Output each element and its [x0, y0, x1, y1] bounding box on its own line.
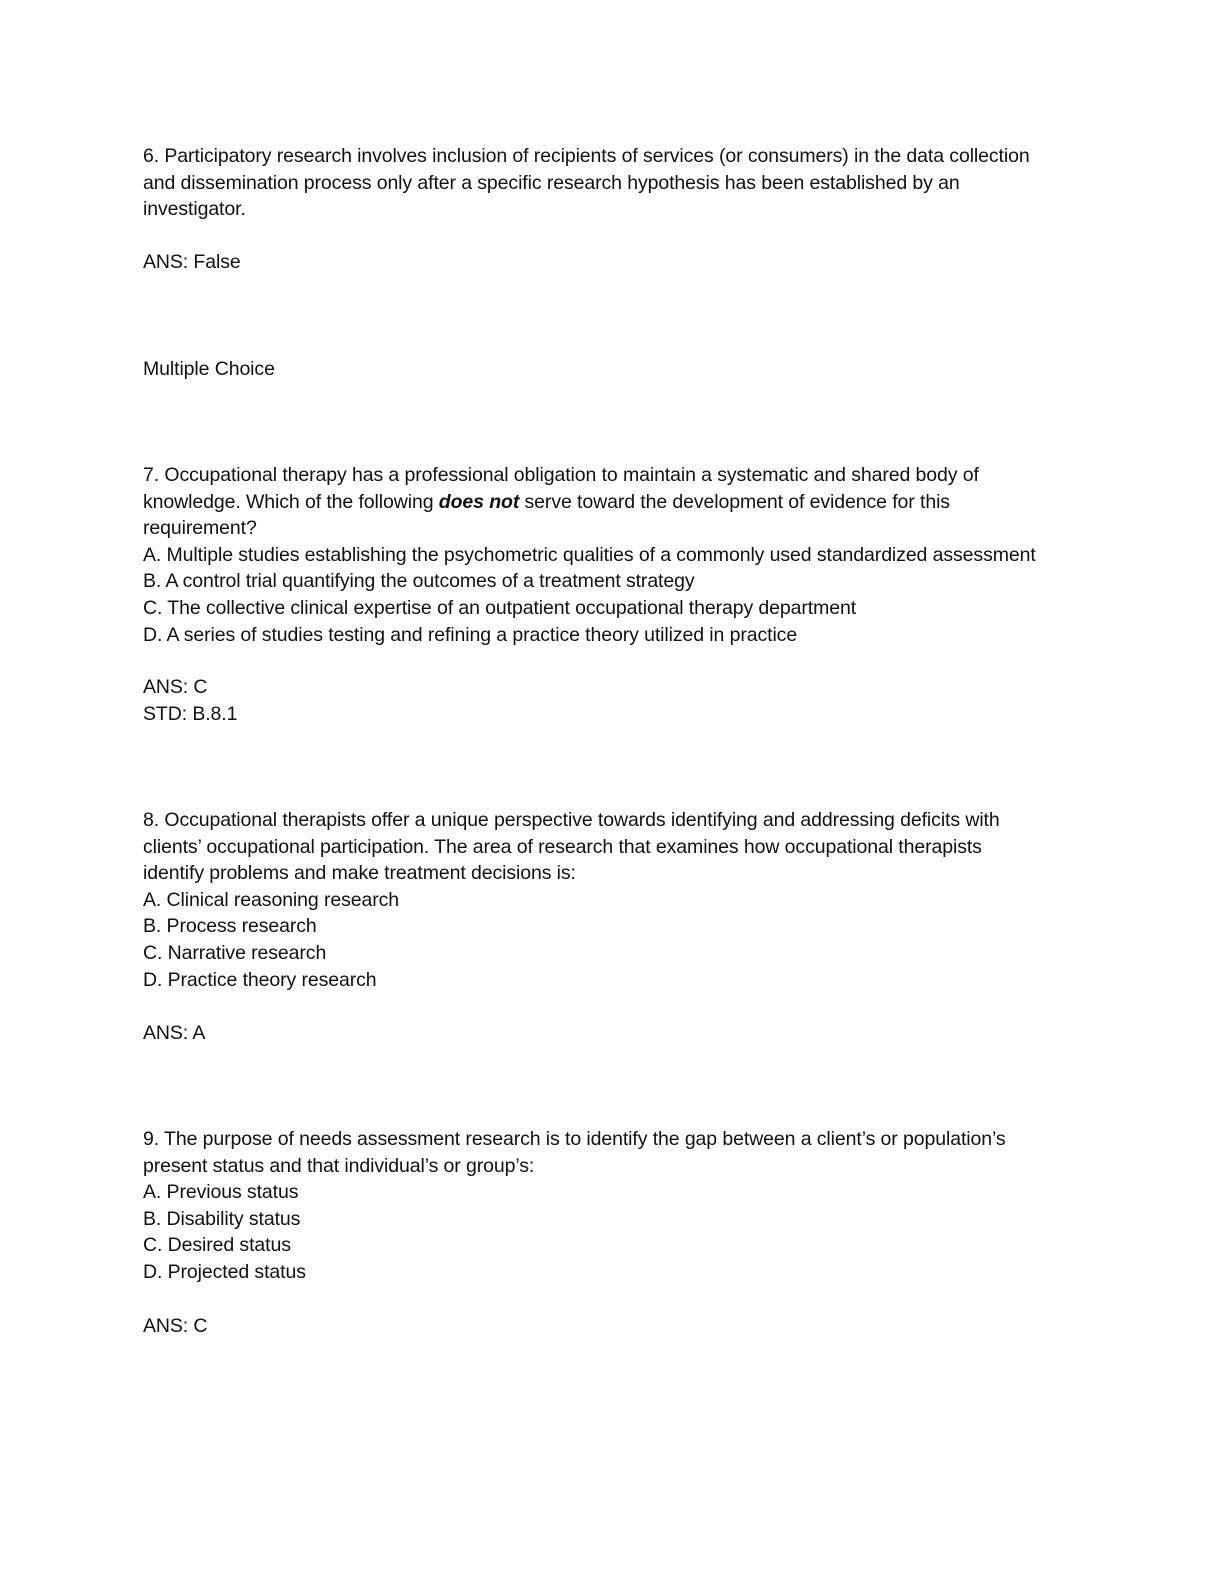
- question-9-answer-block: [143, 1313, 1093, 1340]
- question-7-answer: ANS: C: [143, 676, 208, 698]
- question-6-line-3: investigator.: [143, 198, 246, 221]
- question-9-option-b: B. Disability status: [143, 1207, 301, 1230]
- question-7-line-3: requirement?: [143, 517, 257, 540]
- question-7-line-2-end: serve toward the development of evidence for this: [519, 490, 950, 513]
- question-7: [143, 462, 1093, 648]
- question-9-line-2: present status and that individual’s or group’s:: [143, 1154, 535, 1177]
- question-8-answer: ANS: A: [143, 1022, 206, 1044]
- question-7-option-a: A. Multiple studies establishing the psychometric qualities of a commonly used standardized assessment: [143, 543, 1036, 566]
- question-9-option-c: C. Desired status: [143, 1234, 291, 1257]
- question-9-option-a: A. Previous status: [143, 1181, 299, 1204]
- question-7-option-b: B. A control trial quantifying the outcomes of a treatment strategy: [143, 570, 695, 593]
- question-6-line-1: 6. Participatory research involves inclusion of recipients of services (or consumers) in the data collection: [143, 145, 1030, 167]
- question-8-line-2: clients’ occupational participation. The area of research that examines how occupational therapists: [143, 835, 982, 858]
- question-7-option-c: C. The collective clinical expertise of an outpatient occupational therapy department: [143, 596, 857, 619]
- question-8-option-c: C. Narrative research: [143, 941, 327, 964]
- question-8-option-a: A. Clinical reasoning research: [143, 888, 400, 911]
- question-8-line-1: 8. Occupational therapists offer a unique perspective towards identifying and addressing deficits with: [143, 809, 1000, 831]
- question-7-standard: STD: B.8.1: [143, 702, 238, 725]
- question-7-line-2-start: knowledge. Which of the following: [143, 490, 439, 513]
- question-6-answer: ANS: False: [143, 251, 241, 273]
- question-8: [143, 807, 1093, 993]
- question-8-option-b: B. Process research: [143, 915, 317, 938]
- question-8-answer-block: [143, 1020, 1093, 1047]
- question-8-option-d: D. Practice theory research: [143, 968, 377, 991]
- question-9-option-d: D. Projected status: [143, 1260, 306, 1283]
- question-8-line-3: identify problems and make treatment decisions is:: [143, 862, 576, 885]
- question-9: [143, 1126, 1093, 1286]
- question-6-line-2: and dissemination process only after a specific research hypothesis has been established by an: [143, 171, 960, 194]
- section-heading: Multiple Choice: [143, 358, 275, 380]
- question-9-answer: ANS: C: [143, 1315, 208, 1337]
- question-9-line-1: 9. The purpose of needs assessment research is to identify the gap between a client’s or population’s: [143, 1128, 1006, 1150]
- question-7-line-2: [143, 489, 1093, 516]
- question-7-option-d: D. A series of studies testing and refining a practice theory utilized in practice: [143, 623, 798, 646]
- question-6: [143, 143, 1093, 223]
- question-7-emphasis: does not: [438, 490, 520, 513]
- question-7-line-1: 7. Occupational therapy has a professional obligation to maintain a systematic and shared body of: [143, 464, 979, 486]
- question-6-answer-block: [143, 249, 1093, 276]
- question-7-answer-block: [143, 674, 1093, 727]
- section-heading-block: [143, 356, 1093, 383]
